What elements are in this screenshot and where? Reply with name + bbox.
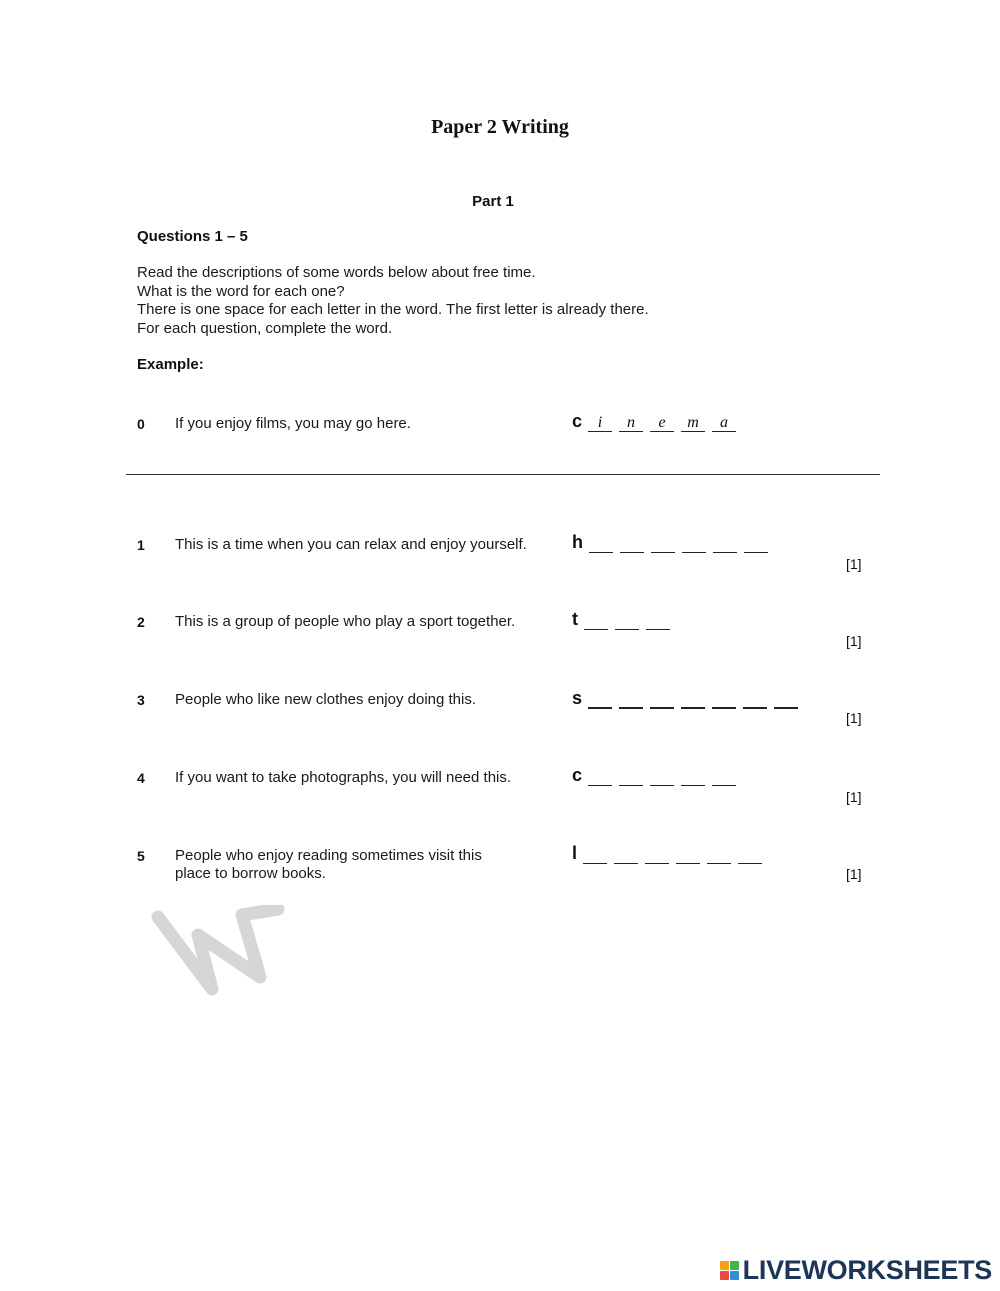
- mark: [1]: [846, 633, 862, 649]
- example-text: If you enjoy films, you may go here.: [175, 415, 411, 432]
- letter-blanks[interactable]: [583, 847, 762, 864]
- letter-blank[interactable]: [651, 536, 675, 553]
- logo-text: LIVEWORKSHEETS: [742, 1255, 992, 1285]
- letter-blank[interactable]: [588, 691, 612, 709]
- mark: [1]: [846, 789, 862, 805]
- answer-q1: [572, 532, 768, 553]
- question-number: 3: [137, 692, 145, 708]
- example-letter: i: [588, 415, 612, 432]
- letter-blanks[interactable]: [588, 769, 736, 786]
- letter-blank[interactable]: [589, 536, 613, 553]
- example-number: 0: [137, 416, 145, 432]
- letter-blank[interactable]: [650, 769, 674, 786]
- mark: [1]: [846, 710, 862, 726]
- question-text-line: place to borrow books.: [175, 865, 326, 882]
- instruction-line: There is one space for each letter in the word. The first letter is already there.: [137, 301, 649, 318]
- question-text: If you want to take photographs, you will need this.: [175, 769, 512, 786]
- letter-blank[interactable]: [620, 536, 644, 553]
- letter-blank[interactable]: [676, 847, 700, 864]
- letter-blank[interactable]: [707, 847, 731, 864]
- first-letter: s: [572, 688, 583, 708]
- letter-blank[interactable]: [681, 691, 705, 709]
- logo-block: [730, 1271, 739, 1280]
- example-letter: a: [712, 415, 736, 432]
- answer-q3: [572, 688, 798, 709]
- example-letter: m: [681, 415, 705, 432]
- question-text: This is a group of people who play a sport together.: [175, 613, 516, 630]
- question-text-line: People who enjoy reading sometimes visit this: [175, 847, 482, 864]
- section-divider: [126, 474, 880, 475]
- letter-blanks[interactable]: [589, 536, 768, 553]
- first-letter: h: [572, 532, 583, 552]
- answer-q5: [572, 843, 762, 864]
- mark: [1]: [846, 866, 862, 882]
- question-number: 2: [137, 614, 145, 630]
- letter-blank[interactable]: [646, 613, 670, 630]
- question-text: This is a time when you can relax and enjoy yourself.: [175, 536, 527, 553]
- logo-block: [720, 1261, 729, 1270]
- watermark-fragment: [150, 905, 290, 1000]
- example-letter: n: [619, 415, 643, 432]
- example-letters: [588, 415, 736, 432]
- letter-blank[interactable]: [743, 691, 767, 709]
- letter-blank[interactable]: [774, 691, 798, 709]
- example-label: Example:: [137, 356, 204, 373]
- letter-blank[interactable]: [583, 847, 607, 864]
- answer-q2: [572, 609, 670, 630]
- first-letter: t: [572, 609, 578, 629]
- letter-blank[interactable]: [713, 536, 737, 553]
- letter-blanks[interactable]: [588, 691, 798, 709]
- example-answer: [572, 411, 736, 432]
- letter-blank[interactable]: [619, 691, 643, 709]
- letter-blank[interactable]: [712, 691, 736, 709]
- letter-blank[interactable]: [588, 769, 612, 786]
- instructions: [137, 264, 649, 338]
- page-title: Paper 2 Writing: [431, 116, 569, 138]
- question-text: People who like new clothes enjoy doing this.: [175, 691, 477, 708]
- question-number: 5: [137, 848, 145, 864]
- logo-block: [730, 1261, 739, 1270]
- question-number: 1: [137, 537, 145, 553]
- liveworksheets-logo: [720, 1255, 992, 1286]
- letter-blank[interactable]: [650, 691, 674, 709]
- part-heading: Part 1: [472, 193, 514, 210]
- questions-range: Questions 1 – 5: [137, 228, 248, 245]
- example-first-letter: c: [572, 411, 583, 431]
- letter-blank[interactable]: [619, 769, 643, 786]
- letter-blank[interactable]: [645, 847, 669, 864]
- question-text: [175, 847, 482, 883]
- letter-blank[interactable]: [744, 536, 768, 553]
- mark: [1]: [846, 556, 862, 572]
- letter-blank[interactable]: [681, 769, 705, 786]
- first-letter: l: [572, 843, 578, 863]
- first-letter: c: [572, 765, 583, 785]
- answer-q4: [572, 765, 736, 786]
- example-letter: e: [650, 415, 674, 432]
- logo-blocks: [720, 1261, 739, 1280]
- instruction-line: What is the word for each one?: [137, 282, 345, 300]
- letter-blank[interactable]: [712, 769, 736, 786]
- logo-block: [720, 1271, 729, 1280]
- letter-blank[interactable]: [738, 847, 762, 864]
- instruction-line: For each question, complete the word.: [137, 319, 393, 337]
- letter-blank[interactable]: [682, 536, 706, 553]
- letter-blank[interactable]: [584, 613, 608, 630]
- letter-blank[interactable]: [615, 613, 639, 630]
- letter-blank[interactable]: [614, 847, 638, 864]
- letter-blanks[interactable]: [584, 613, 670, 630]
- question-number: 4: [137, 770, 145, 786]
- instruction-line: Read the descriptions of some words below about free time.: [137, 264, 536, 281]
